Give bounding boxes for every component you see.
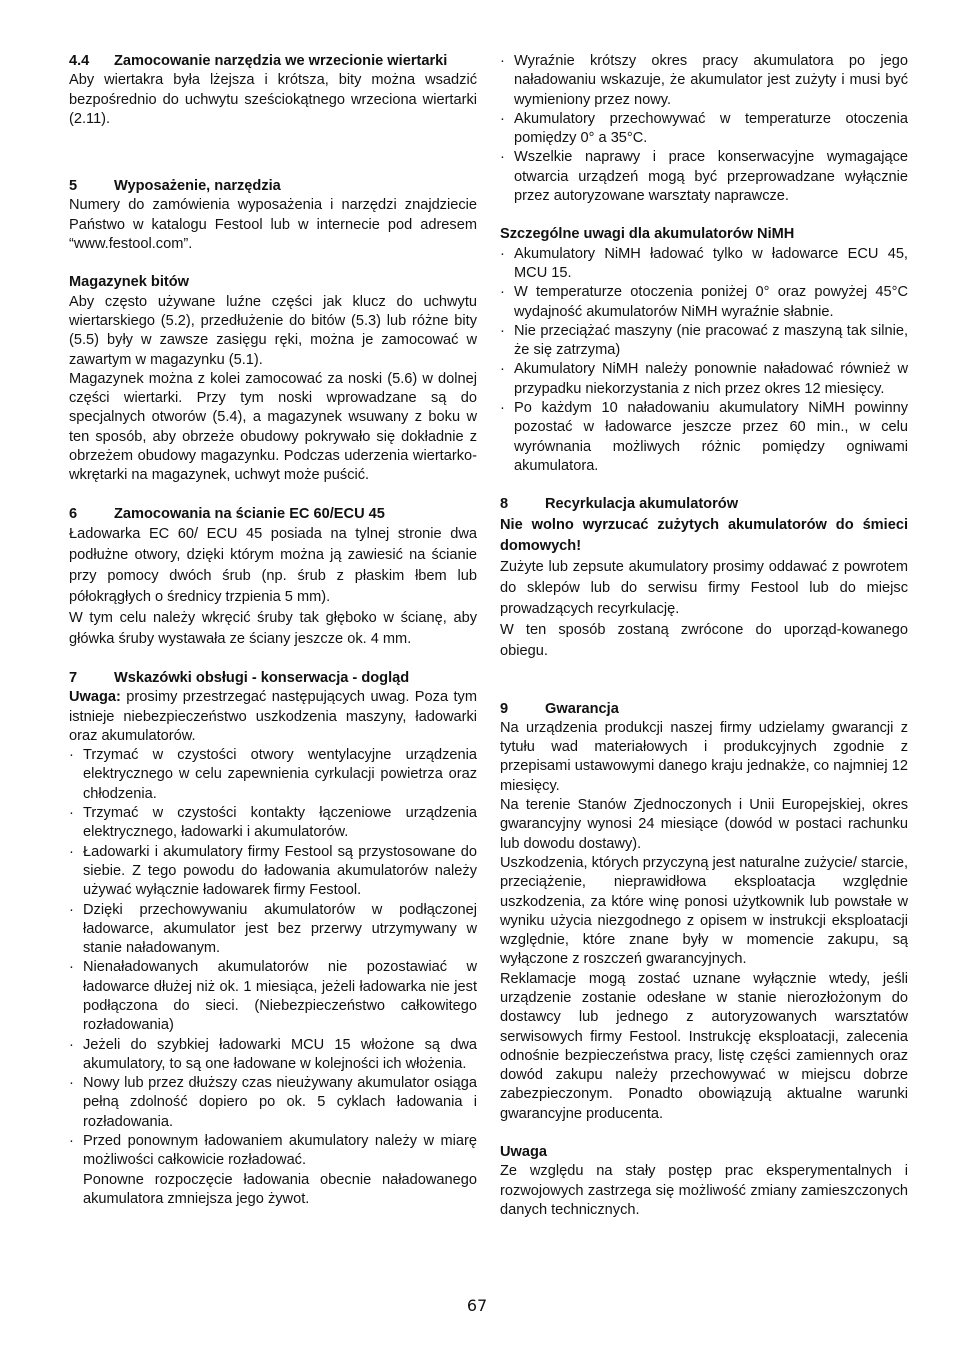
uwaga-body: Ze względu na stały postęp prac eksperymentalnych i rozwojowych zastrzega się możliwość zmiany zamieszczonych danych technicznych. bbox=[500, 1163, 908, 1218]
section-5-body: Numery do zamówienia wyposażenia i narzędzi znajdziecie Państwo w katalogu Festool lub w internecie pod adresem “www.festool.com”. bbox=[69, 197, 477, 253]
magazynek-paragraph-2: Magazynek można z kolei zamocować za noski (5.6) w dolnej części wiertarki. Przy tym noski wprowadzane są do specjalnych otworów (5.4), a magazynek wsuwany z boku w ten sposób, aby obrzeże obudowy pokrywało się dokładnie z obrzeżem obudowy magazynku. Podczas uderzenia wiertarko-wkrętarki na magazynek, uchwyt może puścić. bbox=[69, 370, 477, 484]
section-5-heading: 5 Wyposażenie, narzędzia bbox=[69, 178, 281, 195]
list-item: · Nie przeciążać maszyny (nie pracować z maszyną tak silnie, że się zatrzyma) bbox=[500, 322, 908, 361]
magazynek-paragraph-1: Aby często używane luźne części jak klucz do uchwytu wiertarskiego (5.2), przedłużenie do bitów (5.3) lub różne bity (5.5) były w zawsze zasięgu ręki, można je zamocować w zawartym w magazynku (5.1). bbox=[69, 293, 477, 368]
section-9-paragraph-2: Na terenie Stanów Zjednoczonych i Unii Europejskiej, okres gwarancyjny wynosi 24 miesiące (dowód w postaci rachunku lub dowodu dostawy). bbox=[500, 797, 908, 852]
section-8-paragraph-1: Zużyte lub zepsute akumulatory prosimy oddawać z powrotem do sklepów lub do serwisu firmy Festool lub do miejsc prowadzących recyrkulację. bbox=[500, 558, 908, 617]
page-number: 67 bbox=[466, 1296, 488, 1315]
list-item: · Trzymać w czystości kontakty łączeniowe urządzenia elektrycznego, ładowarki i akumulatorów. bbox=[69, 804, 477, 843]
section-6-heading: 6 Zamocowania na ścianie EC 60/ECU 45 bbox=[69, 505, 385, 522]
list-item: · Akumulatory NiMH należy ponownie naładować również w przypadku niekorzystania z nich przez okres 12 miesięcy. bbox=[500, 360, 908, 399]
nimh-bullet-list bbox=[500, 245, 908, 477]
list-item: · Nienaładowanych akumulatorów nie pozostawiać w ładowarce dłużej niż ok. 1 miesiąca, jeżeli ładowarka nie jest podłączona do sieci. (Niebezpieczeństwo całkowitego rozładowania) bbox=[69, 958, 477, 1035]
section-9-paragraph-4: Reklamacje mogą zostać uznane wyłącznie wtedy, jeśli urządzenie zostanie odesłane w stanie nierozłożonym do dostawcy lub jednego z autoryzowanych warsztatów serwisowych firmy Festool. Instrukcję eksploatacji, zalecenia odnośnie bezpieczeństwa pracy, listę części zamiennych oraz dowód zakupu należy przechowywać w miejscu dobrze zabezpieczonym. Ponadto obowiązują aktualne warunki gwarancyjne producenta. bbox=[500, 970, 908, 1122]
section-6-paragraph-1: Ładowarka EC 60/ ECU 45 posiada na tylnej stronie dwa podłużne otwory, dzięki którym można ją zawiesić na ścianie przy pomocy dwóch śrub (np. śrub z płaskim łbem lub półokrągłych o średnicy trzpienia 5 mm). bbox=[69, 525, 477, 605]
section-8-paragraph-2: W ten sposób zostaną zwrócone do uporząd-kowanego obiegu. bbox=[500, 621, 908, 659]
section-8-warning: Nie wolno wyrzucać zużytych akumulatorów do śmieci domowych! bbox=[500, 516, 908, 554]
list-item: · Po każdym 10 naładowaniu akumulatory NiMH powinny pozostać w ładowarce jeszcze przez 60 min., w celu wyrównania możliwych różnic pomiędzy ogniwami akumulatora. bbox=[500, 399, 908, 476]
section-7-bullet-list bbox=[69, 746, 477, 1171]
section-9-heading: 9 Gwarancja bbox=[500, 700, 619, 717]
right-column bbox=[500, 52, 908, 1220]
top-bullet-list bbox=[500, 52, 908, 206]
left-column bbox=[69, 52, 477, 1209]
list-item: · Akumulatory przechowywać w temperaturze otoczenia pomiędzy 0° a 35°C. bbox=[500, 110, 908, 149]
section-9-paragraph-1: Na urządzenia produkcji naszej firmy udzielamy gwarancji z tytułu wad materiałowych i produkcyjnych zgodnie z przepisami ustawowymi danego kraju jednakże, co najmniej 12 miesięcy. bbox=[500, 719, 908, 794]
section-6-paragraph-2: W tym celu należy wkręcić śruby tak głęboko w ścianę, aby główka śruby wystawała ze ściany jeszcze ok. 4 mm. bbox=[69, 609, 477, 647]
list-item: · Przed ponownym ładowaniem akumulatory należy w miarę możliwości całkowicie rozładować. bbox=[69, 1132, 477, 1171]
list-item: · Trzymać w czystości otwory wentylacyjne urządzenia elektrycznego w celu zapewnienia cyrkulacji powietrza oraz chłodzenia. bbox=[69, 746, 477, 804]
list-item: · Wszelkie naprawy i prace konserwacyjne wymagające otwarcia urządzeń mogą być przeprowadzane wyłącznie przez autoryzowane warsztaty naprawcze. bbox=[500, 148, 908, 206]
section-7-last-line: Ponowne rozpoczęcie ładowania obecnie naładowanego akumulatora zmniejsza jego żywot. bbox=[83, 1171, 477, 1207]
uwaga-heading: Uwaga bbox=[500, 1144, 548, 1161]
list-item: · Ładowarki i akumulatory firmy Festool są przystosowane do siebie. Z tego powodu do ładowania akumulatorów należy używać wyłącznie ładowarek firmy Festool. bbox=[69, 843, 477, 901]
list-item: · W temperaturze otoczenia poniżej 0° oraz powyżej 45°C wydajność akumulatorów NiMH wyraźnie słabnie. bbox=[500, 283, 908, 322]
section-7-note: Uwaga: prosimy przestrzegać następujących uwag. Poza tym istnieje niebezpieczeństwo uszkodzenia maszyny, ładowarki oraz akumulatorów. bbox=[69, 689, 477, 744]
nimh-heading: Szczególne uwagi dla akumulatorów NiMH bbox=[500, 226, 795, 243]
section-4-4-body: Aby wiertakra była lżejsza i krótsza, bity można wsadzić bezpośrednio do uchwytu sześciokątnego wrzeciona wiertarki (2.11). bbox=[69, 72, 477, 127]
list-item: · Jeżeli do szybkiej ładowarki MCU 15 włożone są dwa akumulatory, to są one ładowane w kolejności ich włożenia. bbox=[69, 1036, 477, 1075]
list-item: · Akumulatory NiMH ładować tylko w ładowarce ECU 45, MCU 15. bbox=[500, 245, 908, 284]
section-7-heading: 7 Wskazówki obsługi - konserwacja - dogląd bbox=[69, 669, 410, 686]
section-4-4-heading: 4.4 Zamocowanie narzędzia we wrzecionie wiertarki bbox=[69, 53, 448, 69]
list-item: · Wyraźnie krótszy okres pracy akumulatora po jego naładowaniu wskazuje, że akumulator jest zużyty i musi być wymieniony przez nowy. bbox=[500, 52, 908, 110]
magazynek-heading: Magazynek bitów bbox=[69, 274, 190, 291]
list-item: · Nowy lub przez dłuższy czas nieużywany akumulator osiąga pełną zdolność dopiero po ok. 5 cyklach ładowania i rozładowania. bbox=[69, 1074, 477, 1132]
section-9-paragraph-3: Uszkodzenia, których przyczyną jest naturalne zużycie/ starcie, przeciążenie, nieprawidłowa eksploatacja względnie uszkodzenia, za które winę ponosi użytkownik lub powstałe w wyniku użycia niezgodnego z opisem w instrukcji eksploatacji względnie, które znane były w momencie zakupu, są wyłączone z roszczeń gwarancyjnych. bbox=[500, 854, 908, 968]
section-8-heading: 8 Recyrkulacja akumulatorów bbox=[500, 496, 739, 513]
list-item: · Dzięki przechowywaniu akumulatorów w podłączonej ładowarce, akumulator jest bez przerwy utrzymywany w stanie naładowanym. bbox=[69, 901, 477, 959]
